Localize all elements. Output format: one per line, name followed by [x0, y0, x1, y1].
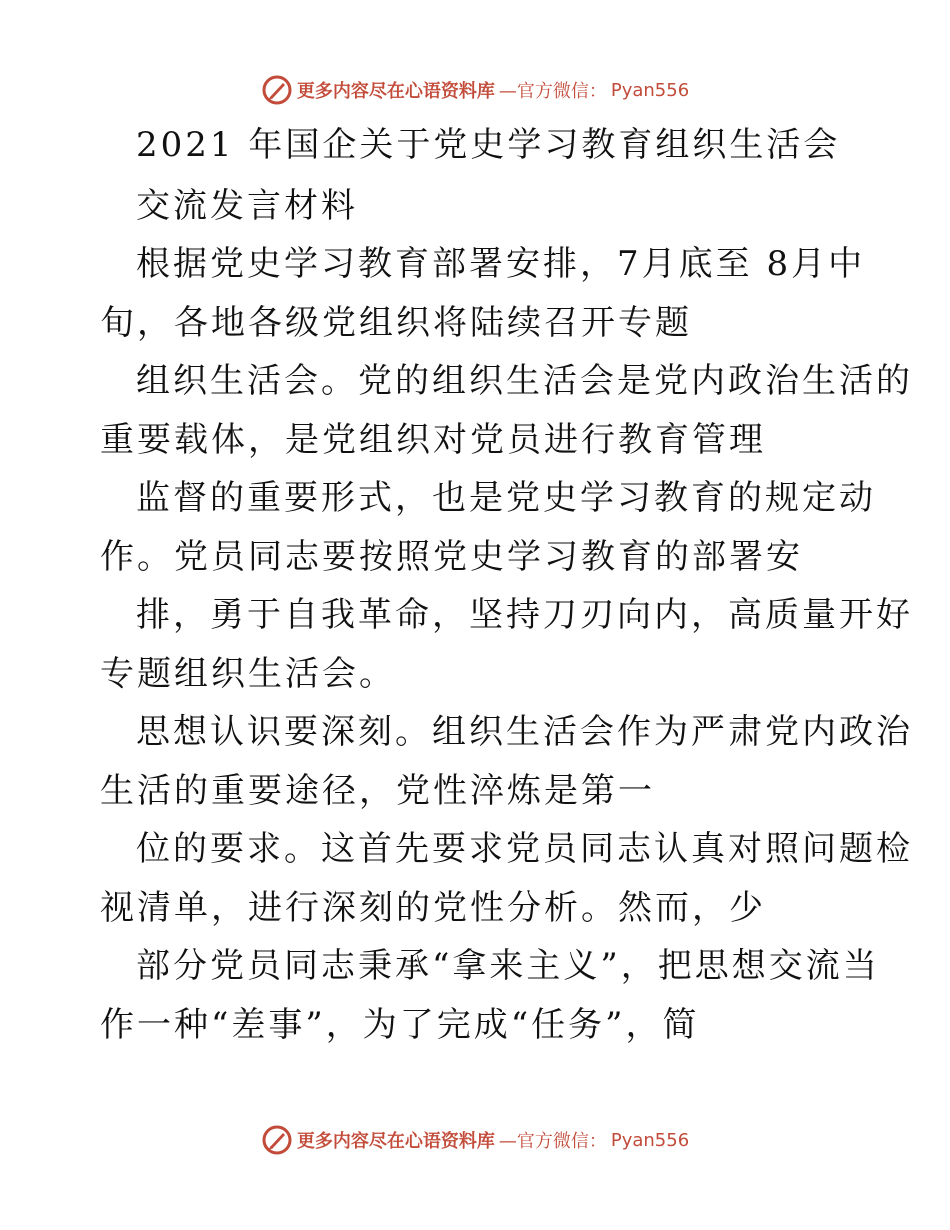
watermark-wechat-id: Pyan556 [610, 79, 690, 101]
paragraph-line: 作。党员同志要按照党史学习教育的部署安 [100, 537, 803, 577]
paragraph-line: 旬，各地各级党组织将陆续召开专题 [100, 303, 692, 343]
watermark-brand: 更多内容尽在心语资料库 [296, 81, 495, 102]
watermark-separator: —官方微信： [498, 1131, 607, 1152]
paragraph-line: 作一种“差事”，为了完成“任务”，简 [100, 1005, 700, 1045]
document-title-line-1: 2021 年国企关于党史学习教育组织生活会 [136, 125, 841, 165]
paragraph-line: 思想认识要深刻。组织生活会作为严肃党内政治 [136, 712, 913, 752]
paragraph-line: 视清单，进行深刻的党性分析。然而，少 [100, 888, 766, 928]
watermark-footer [0, 1120, 950, 1160]
paragraph-line: 位的要求。这首先要求党员同志认真对照问题检 [136, 829, 913, 869]
paragraph-line: 重要载体，是党组织对党员进行教育管理 [100, 420, 766, 460]
paragraph-line: 根据党史学习教育部署安排，7月底至 8月中 [136, 244, 866, 284]
paragraph-line: 组织生活会。党的组织生活会是党内政治生活的 [136, 361, 913, 401]
document-title-line-2: 交流发言材料 [136, 186, 358, 226]
watermark-separator: —官方微信： [498, 81, 607, 102]
paragraph-line: 监督的重要形式，也是党史学习教育的规定动 [136, 478, 876, 518]
paragraph-line: 部分党员同志秉承“拿来主义”，把思想交流当 [136, 946, 880, 986]
watermark-wechat-id: Pyan556 [610, 1129, 690, 1151]
paragraph-line: 生活的重要途径，党性淬炼是第一 [100, 771, 655, 811]
paragraph-line: 专题组织生活会。 [100, 654, 396, 694]
paragraph-line: 排，勇于自我革命，坚持刀刃向内，高质量开好 [136, 595, 913, 635]
quill-logo-icon [261, 1124, 293, 1156]
watermark-brand: 更多内容尽在心语资料库 [296, 1131, 495, 1152]
